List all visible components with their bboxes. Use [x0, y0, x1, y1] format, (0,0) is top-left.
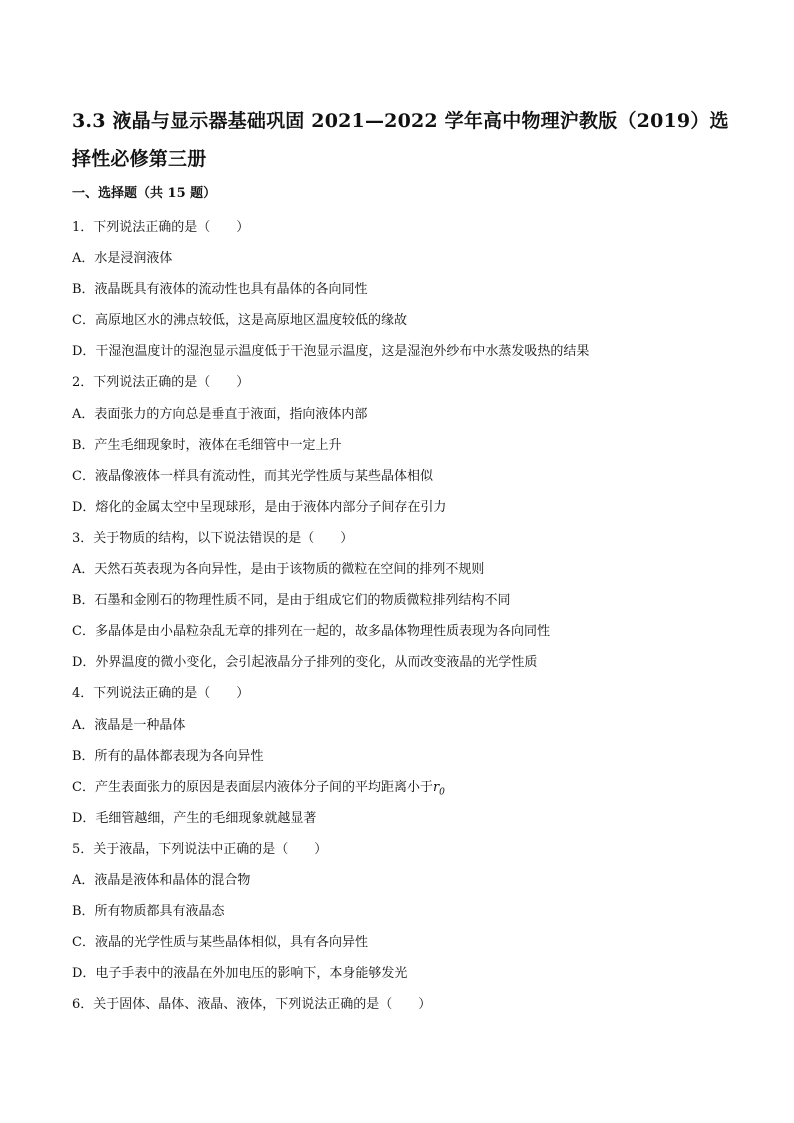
question-stem: 2．下列说法正确的是（ ） — [72, 375, 250, 391]
r0-subscript: 0 — [439, 787, 445, 798]
option-a: A．天然石英表现为各向异性，是由于该物质的微粒在空间的排列不规则 — [72, 562, 485, 578]
r0-symbol — [432, 779, 445, 798]
option-b: B．液晶既具有液体的流动性也具有晶体的各向同性 — [72, 282, 368, 298]
question-stem: 3．关于物质的结构，以下说法错误的是（ ） — [72, 530, 354, 546]
option-c: C．液晶的光学性质与某些晶体相似，具有各向异性 — [72, 935, 368, 951]
option-d: D．电子手表中的液晶在外加电压的影响下，本身能够发光 — [72, 966, 408, 982]
question-stem: 1．下列说法正确的是（ ） — [72, 220, 250, 235]
option-b: B．所有的晶体都表现为各向异性 — [72, 748, 264, 764]
option-d: D．外界温度的微小变化，会引起液晶分子排列的变化，从而改变液晶的光学性质 — [72, 655, 538, 671]
option-c-container — [72, 772, 732, 803]
section-heading: 一、选择题（共 15 题） — [72, 186, 217, 201]
option-c: C．液晶像液体一样具有流动性，而其光学性质与某些晶体相似 — [72, 468, 433, 484]
option-b: B．所有物质都具有液晶态 — [72, 904, 225, 920]
question-stem: 6．关于固体、晶体、液晶、液体，下列说法正确的是（ ） — [72, 997, 432, 1013]
option-d: D．熔化的金属太空中呈现球形，是由于液体内部分子间存在引力 — [72, 499, 447, 515]
option-c: C．高原地区水的沸点较低，这是高原地区温度较低的缘故 — [72, 313, 407, 329]
option-a: A．表面张力的方向总是垂直于液面，指向液体内部 — [72, 406, 368, 422]
question-stem: 4．下列说法正确的是（ ） — [72, 686, 250, 702]
option-b: B．产生毛细现象时，液体在毛细管中一定上升 — [72, 437, 342, 453]
option-c: C．多晶体是由小晶粒杂乱无章的排列在一起的，故多晶体物理性质表现为各向同性 — [72, 624, 550, 640]
option-d: D．干湿泡温度计的湿泡显示温度低于干泡显示温度，这是湿泡外纱布中水蒸发吸热的结果 — [72, 344, 590, 360]
question-stem: 5．关于液晶，下列说法中正确的是（ ） — [72, 841, 328, 857]
option-c: C．产生表面张力的原因是表面层内液体分子间的平均距离小于 — [72, 779, 433, 795]
option-d: D．毛细管越细，产生的毛细现象就越显著 — [72, 810, 317, 826]
option-a: A．液晶是液体和晶体的混合物 — [72, 872, 251, 888]
option-b: B．石墨和金刚石的物理性质不同，是由于组成它们的物质微粒排列结构不同 — [72, 593, 511, 609]
document-title: 3.3 液晶与显示器基础巩固 2021—2022 学年高中物理沪教版（2019）选择性必修第三册 — [72, 110, 729, 170]
r0-base: r — [432, 779, 440, 795]
option-a: A．水是浸润液体 — [72, 251, 173, 267]
question-list — [72, 212, 732, 1020]
option-a: A．液晶是一种晶体 — [72, 717, 186, 733]
